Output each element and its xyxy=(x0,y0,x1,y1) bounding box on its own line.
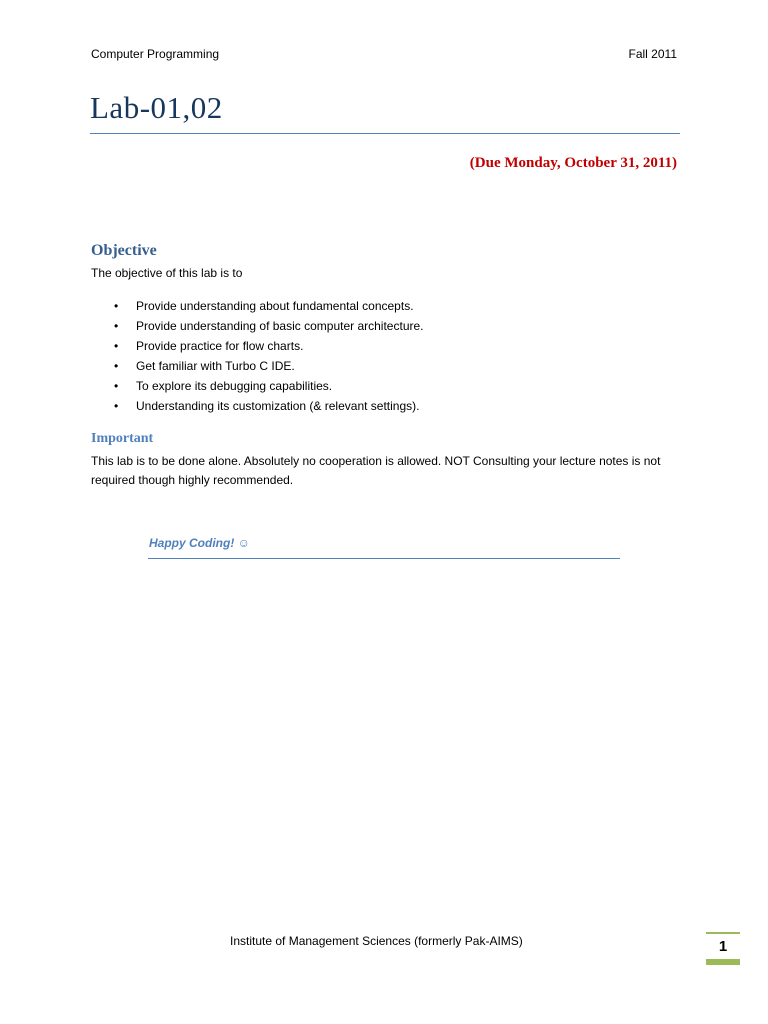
list-item-text: Provide understanding of basic computer architecture. xyxy=(136,319,424,333)
list-item-text: Get familiar with Turbo C IDE. xyxy=(136,359,295,373)
bullet-icon: • xyxy=(114,319,119,333)
list-item xyxy=(108,316,424,336)
objective-heading: Objective xyxy=(91,242,157,259)
closing-text: Happy Coding! ☺ xyxy=(149,536,250,550)
due-date: (Due Monday, October 31, 2011) xyxy=(469,155,677,171)
footer-institute: Institute of Management Sciences (formerly Pak-AIMS) xyxy=(230,934,523,948)
objective-intro: The objective of this lab is to xyxy=(91,266,243,280)
bullet-icon: • xyxy=(114,359,119,373)
bullet-icon: • xyxy=(114,379,119,393)
bullet-icon: • xyxy=(114,299,119,313)
page-number: 1 xyxy=(718,938,728,955)
page-number-bottom-bar xyxy=(706,959,740,965)
bullet-icon: • xyxy=(114,339,119,353)
objective-list xyxy=(108,296,424,416)
list-item xyxy=(108,296,424,316)
page-number-top-bar xyxy=(706,932,740,934)
important-heading: Important xyxy=(91,431,154,446)
list-item xyxy=(108,396,424,416)
important-text: This lab is to be done alone. Absolutely no cooperation is allowed. NOT Consulting your lecture notes is not required though highly recommended. xyxy=(91,454,661,487)
page-number-box xyxy=(706,932,740,966)
list-item-text: Provide practice for flow charts. xyxy=(136,339,304,353)
list-item xyxy=(108,376,424,396)
list-item-text: Provide understanding about fundamental concepts. xyxy=(136,299,414,313)
list-item-text: Understanding its customization (& relevant settings). xyxy=(136,399,420,413)
page-title: Lab-01,02 xyxy=(90,90,223,125)
list-item xyxy=(108,336,424,356)
bullet-icon: • xyxy=(114,399,119,413)
header-term: Fall 2011 xyxy=(628,47,677,61)
list-item-text: To explore its debugging capabilities. xyxy=(136,379,333,393)
list-item xyxy=(108,356,424,376)
title-divider xyxy=(90,133,680,134)
header-course: Computer Programming xyxy=(91,47,220,61)
closing-divider xyxy=(148,558,620,559)
